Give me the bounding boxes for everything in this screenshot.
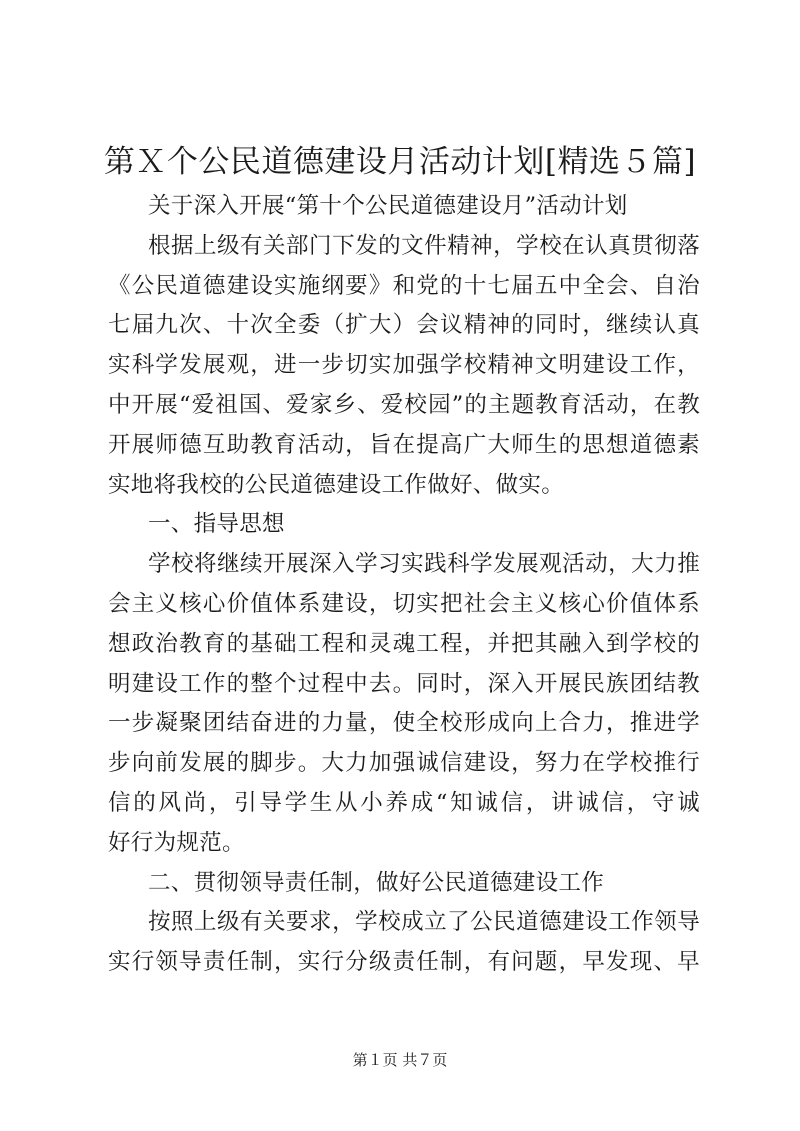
paragraph-line: 实行领导责任制，实行分级责任制，有问题，早发现、早 [108,949,700,976]
section-heading: 二、贯彻领导责任制，做好公民道德建设工作 [148,869,605,896]
paragraph-line: 学校将继续开展深入学习实践科学发展观活动，大力推 [148,551,700,578]
paragraph-line: 中开展“爱祖国、爱家乡、爱校园”的主题教育活动，在教 [108,391,700,418]
paragraph-line: 一步凝聚团结奋进的力量，使全校形成向上合力，推进学 [108,710,700,737]
paragraph-line: 《公民道德建设实施纲要》和党的十七届五中全会、自治 [108,272,700,299]
subtitle-line: 关于深入开展“第十个公民道德建设月”活动计划 [148,193,628,219]
document-body [108,187,700,983]
paragraph-line: 步向前发展的脚步。大力加强诚信建设，努力在学校推行 [108,750,700,777]
paragraph-line: 明建设工作的整个过程中去。同时，深入开展民族团结教 [108,670,700,697]
paragraph-line: 按照上级有关要求，学校成立了公民道德建设工作领导 [148,909,700,936]
paragraph-line: 信的风尚，引导学生从小养成“知诚信，讲诚信，守诚 [108,789,700,816]
paragraph-line: 七届九次、十次全委（扩大）会议精神的同时，继续认真 [108,312,700,339]
document-title: 第Ｘ个公民道德建设月活动计划[精选５篇] [103,144,697,180]
paragraph-line: 开展师德互助教育活动，旨在提高广大师生的思想道德素 [108,431,700,458]
paragraph-line: 实地将我校的公民道德建设工作做好、做实。 [108,471,565,498]
paragraph-line: 根据上级有关部门下发的文件精神，学校在认真贯彻落 [148,232,700,259]
section-heading: 一、指导思想 [148,511,285,538]
page-footer: 第１页 共７页 [352,1051,448,1069]
paragraph-line: 想政治教育的基础工程和灵魂工程，并把其融入到学校的 [108,630,700,657]
paragraph-line: 会主义核心价值体系建设，切实把社会主义核心价值体系 [108,590,700,617]
paragraph-line: 好行为规范。 [108,829,245,856]
paragraph-line: 实科学发展观，进一步切实加强学校精神文明建设工作， [108,352,700,379]
